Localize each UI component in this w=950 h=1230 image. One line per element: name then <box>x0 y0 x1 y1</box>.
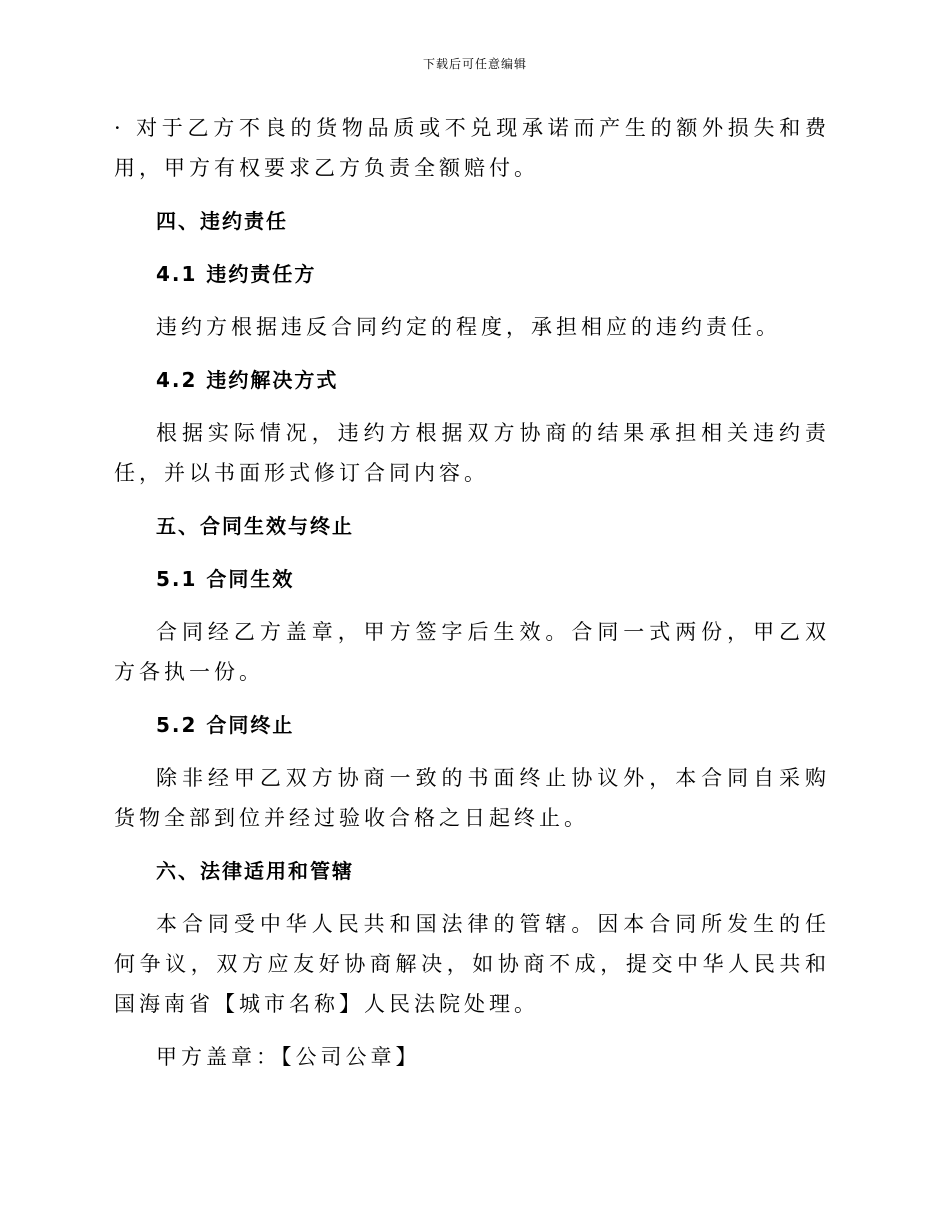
paragraph-governing-law: 本合同受中华人民共和国法律的管辖。因本合同所发生的任何争议，双方应友好协商解决，如协商不成，提交中华人民共和国海南省【城市名称】人民法院处理。 <box>114 912 830 1016</box>
subsection-heading-4-2: 4.2 违约解决方式 <box>156 368 339 392</box>
paragraph-4-2: 根据实际情况，违约方根据双方协商的结果承担相关违约责任，并以书面形式修订合同内容。 <box>114 421 830 485</box>
subsection-heading-4-1: 4.1 违约责任方 <box>156 262 317 286</box>
party-a-seal-line: 甲方盖章：【公司公章】 <box>156 1045 421 1069</box>
subsection-heading-5-1: 5.1 合同生效 <box>156 567 295 591</box>
page-header: 下载后可任意编辑 <box>422 57 527 71</box>
section-heading-breach-liability: 四、违约责任 <box>156 209 288 233</box>
paragraph-4-1: 违约方根据违反合同约定的程度，承担相应的违约责任。 <box>156 315 781 339</box>
section-heading-governing-law: 六、法律适用和管辖 <box>156 859 354 883</box>
paragraph-5-2: 除非经甲乙双方协商一致的书面终止协议外，本合同自采购货物全部到位并经过验收合格之日起终止。 <box>114 766 830 830</box>
paragraph-5-1: 合同经乙方盖章，甲方签字后生效。合同一式两份，甲乙双方各执一份。 <box>114 620 830 684</box>
section-heading-effect-termination: 五、合同生效与终止 <box>156 514 354 538</box>
document-body <box>114 108 830 1090</box>
bullet-paragraph-compensation: · 对于乙方不良的货物品质或不兑现承诺而产生的额外损失和费用，甲方有权要求乙方负责全额赔付。 <box>114 116 830 180</box>
subsection-heading-5-2: 5.2 合同终止 <box>156 713 295 737</box>
